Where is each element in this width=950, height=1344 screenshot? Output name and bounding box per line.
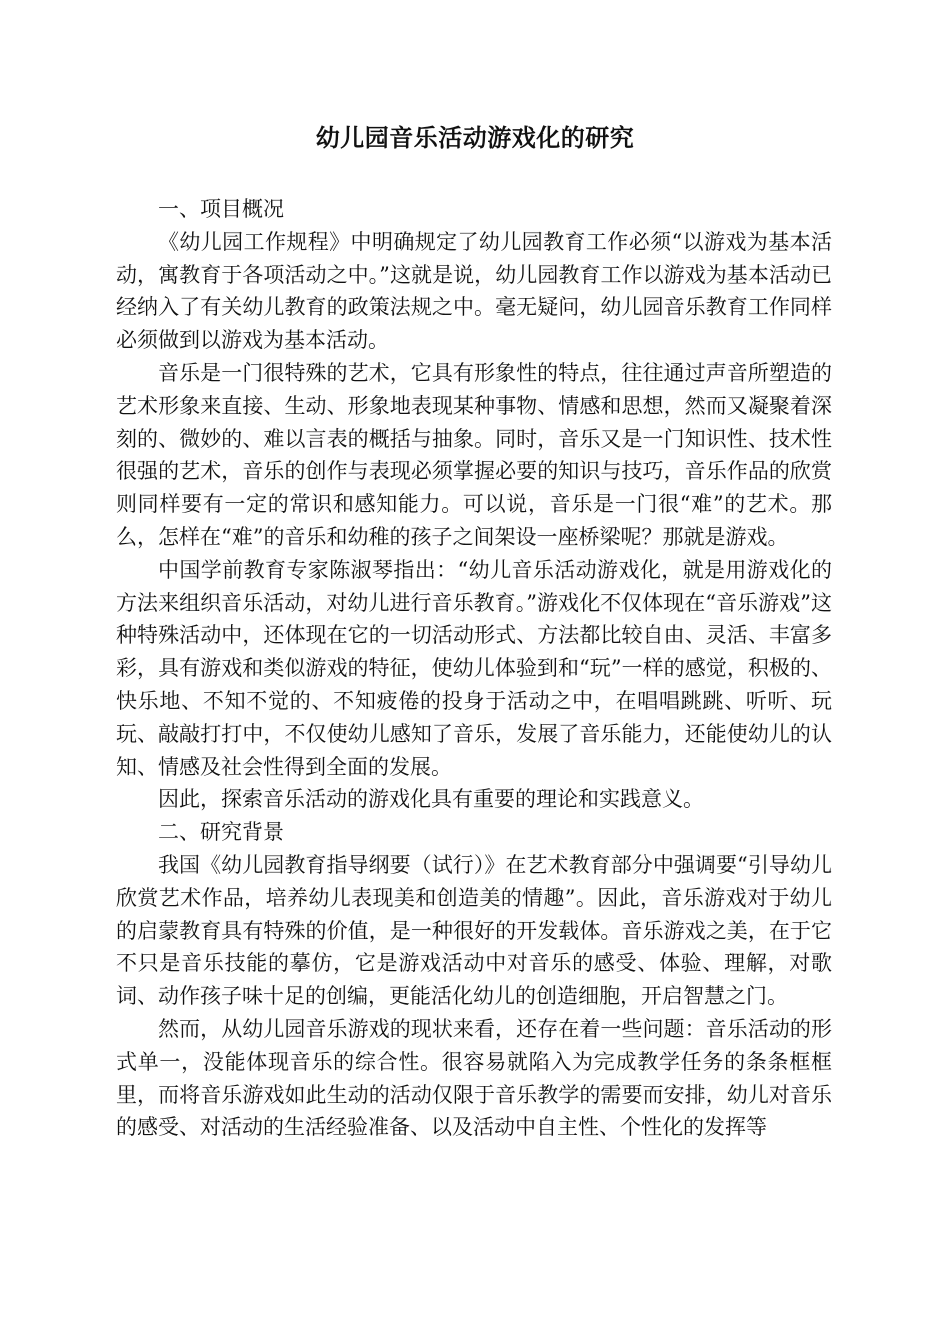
- paragraph: 然而，从幼儿园音乐游戏的现状来看，还存在着一些问题：音乐活动的形式单一，没能体现音乐的综合性。很容易就陷入为完成教学任务的条条框框里，而将音乐游戏如此生动的活动仅限于音乐教学的需要而安排，幼儿对音乐的感受、对活动的生活经验准备、以及活动中自主性、个性化的发挥等: [116, 1016, 832, 1140]
- paragraph: 音乐是一门很特殊的艺术，它具有形象性的特点，往往通过声音所塑造的艺术形象来直接、生动、形象地表现某种事物、情感和思想，然而又凝聚着深刻的、微妙的、难以言表的概括与抽象。同时，音乐又是一门知识性、技术性很强的艺术，音乐的创作与表现必须掌握必要的知识与技巧，音乐作品的欣赏则同样要有一定的常识和感知能力。可以说，音乐是一门很“难”的艺术。那么，怎样在“难”的音乐和幼稚的孩子之间架设一座桥梁呢？那就是游戏。: [116, 360, 832, 549]
- paragraph: 中国学前教育专家陈淑琴指出：“幼儿音乐活动游戏化，就是用游戏化的方法来组织音乐活动，对幼儿进行音乐教育。”游戏化不仅体现在“音乐游戏”这种特殊活动中，还体现在它的一切活动形式、方法都比较自由、灵活、丰富多彩，具有游戏和类似游戏的特征，使幼儿体验到和“玩”一样的感觉，积极的、快乐地、不知不觉的、不知疲倦的投身于活动之中，在唱唱跳跳、听听、玩玩、敲敲打打中，不仅使幼儿感知了音乐，发展了音乐能力，还能使幼儿的认知、情感及社会性得到全面的发展。: [116, 557, 832, 779]
- paragraph: 因此，探索音乐活动的游戏化具有重要的理论和实践意义。: [158, 787, 704, 812]
- paragraph: 我国《幼儿园教育指导纲要（试行）》在艺术教育部分中强调要“引导幼儿欣赏艺术作品，培养幼儿表现美和创造美的情趣”。因此，音乐游戏对于幼儿的启蒙教育具有特殊的价值，是一种很好的开发载体。音乐游戏之美，在于它不只是音乐技能的摹仿，它是游戏活动中对音乐的感受、体验、理解，对歌词、动作孩子味十足的创编，更能活化幼儿的创造细胞，开启智慧之门。: [116, 852, 832, 1009]
- document-title: 幼儿园音乐活动游戏化的研究: [315, 123, 635, 152]
- section-heading-background: 二、研究背景: [158, 820, 284, 845]
- document-body: [116, 193, 832, 1144]
- paragraph: 《幼儿园工作规程》中明确规定了幼儿园教育工作必须“以游戏为基本活动，寓教育于各项活动之中。”这就是说，幼儿园教育工作以游戏为基本活动已经纳入了有关幼儿教育的政策法规之中。毫无疑问，幼儿园音乐教育工作同样必须做到以游戏为基本活动。: [116, 229, 832, 353]
- section-heading-overview: 一、项目概况: [158, 197, 284, 221]
